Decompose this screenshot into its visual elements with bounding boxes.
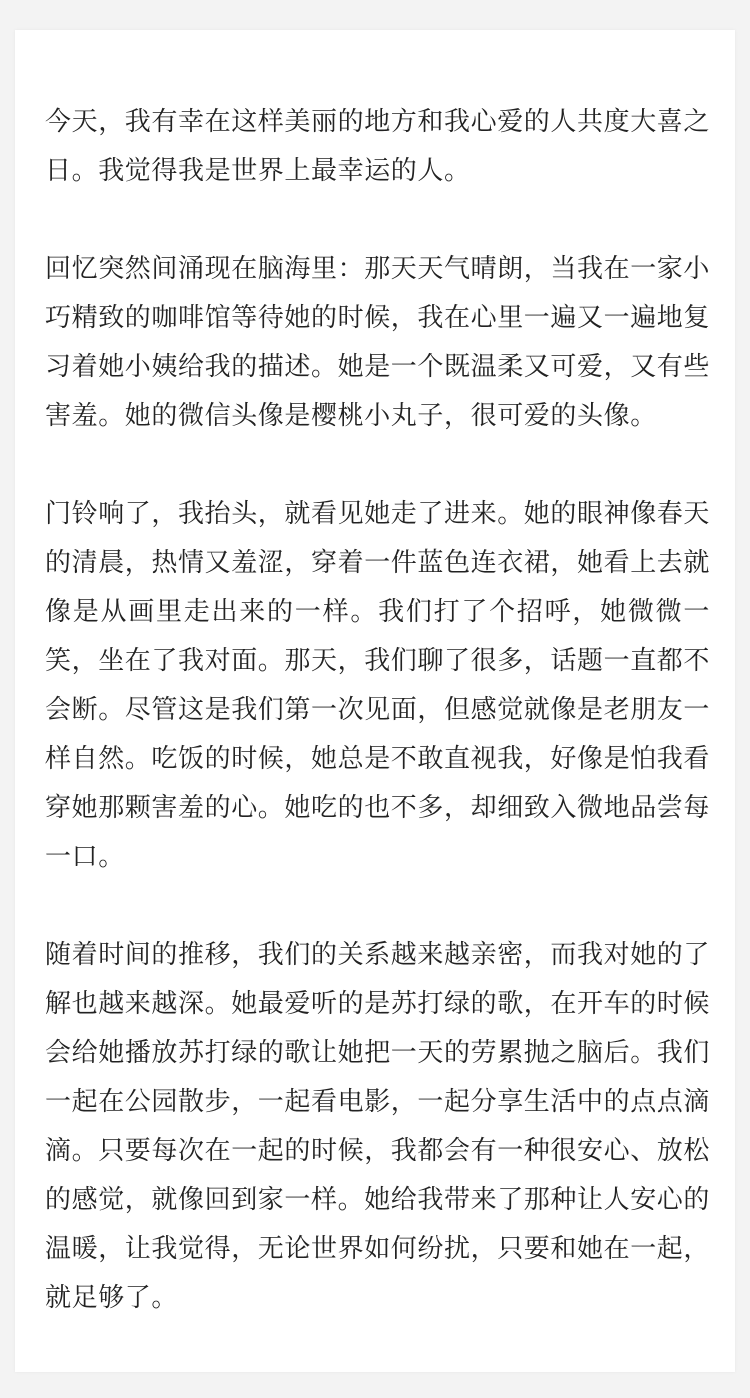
paragraph-2: 回忆突然间涌现在脑海里：那天天气晴朗，当我在一家小巧精致的咖啡馆等待她的时候，我在心里一遍又一遍地复习着她小姨给我的描述。她是一个既温柔又可爱，又有些害羞。她的微信头像是樱桃小丸子，很可爱的头像。	[45, 254, 711, 431]
paragraph-3: 门铃响了，我抬头，就看见她走了进来。她的眼神像春天的清晨，热情又羞涩，穿着一件蓝色连衣裙，她看上去就像是从画里走出来的一样。我们打了个招呼，她微微一笑，坐在了我对面。那天，我们聊了很多，话题一直都不会断。尽管这是我们第一次见面，但感觉就像是老朋友一样自然。吃饭的时候，她总是不敢直视我，好像是怕我看穿她那颗害羞的心。她吃的也不多，却细致入微地品尝每一口。	[45, 499, 711, 872]
paragraph-4: 随着时间的推移，我们的关系越来越亲密，而我对她的了解也越来越深。她最爱听的是苏打绿的歌，在开车的时候会给她播放苏打绿的歌让她把一天的劳累抛之脑后。我们一起在公园散步，一起看电影，一起分享生活中的点点滴滴。只要每次在一起的时候，我都会有一种很安心、放松的感觉，就像回到家一样。她给我带来了那种让人安心的温暖，让我觉得，无论世界如何纷扰，只要和她在一起，就足够了。	[45, 940, 711, 1313]
article-card	[15, 30, 735, 1372]
paragraph-1: 今天，我有幸在这样美丽的地方和我心爱的人共度大喜之日。我觉得我是世界上最幸运的人。	[45, 107, 711, 186]
